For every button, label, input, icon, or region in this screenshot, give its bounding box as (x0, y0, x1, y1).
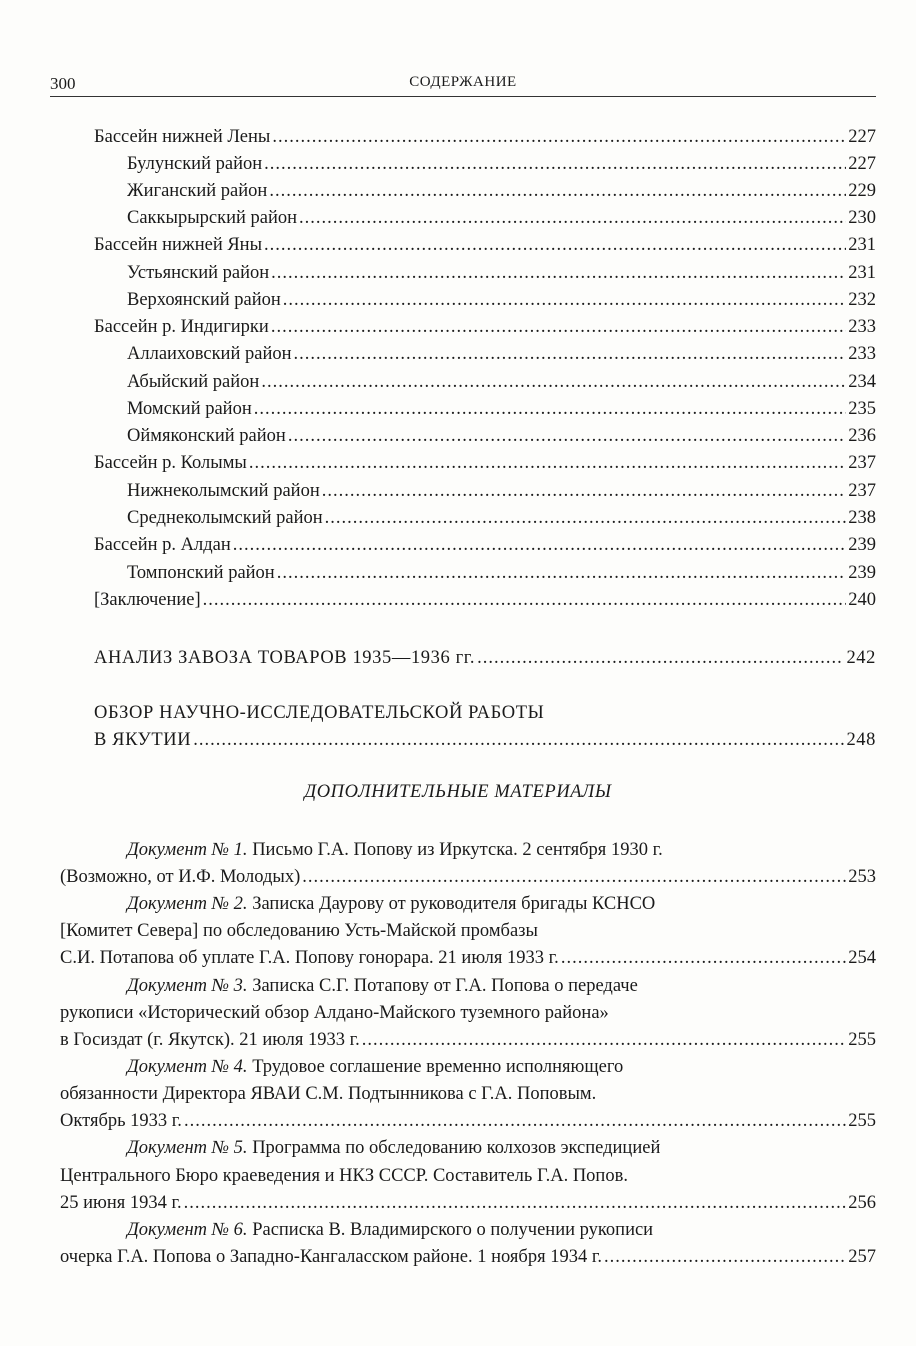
toc-entry-label: В ЯКУТИИ (94, 730, 192, 750)
toc-entry-page: 233 (848, 344, 876, 364)
document-entry-first-line (127, 839, 663, 861)
toc-entry-analysis (94, 647, 876, 669)
leader-dots (277, 562, 847, 584)
toc-entry-page: 232 (848, 290, 876, 310)
leader-dots (184, 1192, 847, 1214)
running-head-title: СОДЕРЖАНИЕ (409, 74, 517, 90)
toc-entry-label: Бассейн р. Колымы (94, 453, 247, 473)
document-text: Октябрь 1933 г. (60, 1111, 182, 1131)
document-label: Документ № 4. (127, 1057, 248, 1077)
toc-entry-page: 242 (846, 648, 876, 668)
toc-entry-label: Аллаиховский район (127, 344, 292, 364)
leader-dots (477, 647, 844, 669)
toc-entry (127, 562, 876, 584)
toc-entry (127, 343, 876, 365)
toc-entry (127, 398, 876, 420)
document-text: Центрального Бюро краеведения и НКЗ СССР. Составитель Г.А. Попов. (60, 1166, 628, 1186)
document-page: 255 (848, 1030, 876, 1050)
leader-dots (264, 234, 846, 256)
toc-entry (94, 316, 876, 338)
section-heading: ДОПОЛНИТЕЛЬНЫЕ МАТЕРИАЛЫ (304, 782, 612, 802)
toc-entry-page: 248 (846, 730, 876, 750)
document-entry-last-line (60, 1246, 876, 1268)
toc-entry-page: 231 (848, 235, 876, 255)
leader-dots (272, 126, 846, 148)
toc-entry-page: 235 (848, 399, 876, 419)
toc-entry-label: Бассейн р. Алдан (94, 535, 231, 555)
toc-entry (127, 262, 876, 284)
toc-entry-page: 231 (848, 263, 876, 283)
document-text: (Возможно, от И.Ф. Молодых) (60, 867, 301, 887)
toc-entry (94, 234, 876, 256)
toc-entry-label: Томпонский район (127, 563, 275, 583)
toc-entry-label: Оймяконский район (127, 426, 286, 446)
toc-entry-label: Бассейн нижней Лены (94, 127, 271, 147)
leader-dots (604, 1246, 846, 1268)
toc-entry-label: [Заключение] (94, 590, 201, 610)
document-page: 257 (848, 1247, 876, 1267)
leader-dots (322, 480, 847, 502)
document-text: Записка С.Г. Потапову от Г.А. Попова о передаче (252, 976, 638, 996)
leader-dots (249, 452, 846, 474)
leader-dots (271, 316, 846, 338)
leader-dots (294, 343, 847, 365)
toc-entry-page: 236 (848, 426, 876, 446)
leader-dots (288, 425, 846, 447)
document-entry-last-line (60, 1192, 876, 1214)
toc-entry-label: Верхоянский район (127, 290, 281, 310)
document-entry-first-line (127, 1219, 653, 1241)
toc-entry-label: Булунский район (127, 154, 263, 174)
document-text: 25 июня 1934 г. (60, 1193, 182, 1213)
document-text: Трудовое соглашение временно исполняющего (252, 1057, 624, 1077)
toc-entry-label: Нижнеколымский район (127, 481, 320, 501)
toc-entry (127, 180, 876, 202)
document-entry-first-line (127, 975, 638, 997)
toc-entry-page: 239 (848, 563, 876, 583)
document-page: 256 (848, 1193, 876, 1213)
document-text: Программа по обследованию колхозов экспедицией (252, 1138, 661, 1158)
leader-dots (254, 398, 847, 420)
toc-entry-label: АНАЛИЗ ЗАВОЗА ТОВАРОВ 1935—1936 гг. (94, 648, 476, 668)
toc-entry-page: 233 (848, 317, 876, 337)
document-text: С.И. Потапова об уплате Г.А. Попову гонорара. 21 июля 1933 г. (60, 948, 559, 968)
leader-dots (184, 1110, 846, 1132)
toc-entry (127, 207, 876, 229)
toc-entry (127, 153, 876, 175)
document-text: рукописи «Исторический обзор Алдано-Майского туземного района» (60, 1003, 609, 1023)
document-entry-last-line (60, 866, 876, 888)
toc-entry (127, 507, 876, 529)
toc-entry-page: 227 (848, 127, 876, 147)
toc-entry-label: Бассейн нижней Яны (94, 235, 263, 255)
document-entry-last-line (60, 1029, 876, 1051)
toc-entry (127, 371, 876, 393)
document-text: Расписка В. Владимирского о получении рукописи (252, 1220, 654, 1240)
toc-entry (94, 589, 876, 611)
document-entry-first-line (127, 893, 655, 915)
leader-dots (193, 729, 844, 751)
toc-entry-page: 227 (848, 154, 876, 174)
leader-dots (362, 1029, 847, 1051)
leader-dots (299, 207, 846, 229)
toc-entry-page: 230 (848, 208, 876, 228)
toc-entry (127, 289, 876, 311)
document-text: в Госиздат (г. Якутск). 21 июля 1933 г. (60, 1030, 360, 1050)
toc-entry-label: Момский район (127, 399, 252, 419)
document-label: Документ № 2. (127, 894, 248, 914)
document-entry-first-line (127, 1056, 623, 1078)
leader-dots (561, 947, 846, 969)
document-page: 255 (848, 1111, 876, 1131)
document-label: Документ № 1. (127, 840, 248, 860)
running-head (50, 74, 876, 97)
toc-entry-page: 239 (848, 535, 876, 555)
document-entry-first-line (127, 1137, 660, 1159)
toc-entry (94, 534, 876, 556)
document-text: очерка Г.А. Попова о Западно-Кангаласском районе. 1 ноября 1934 г. (60, 1247, 602, 1267)
leader-dots (264, 153, 846, 175)
leader-dots (203, 589, 847, 611)
toc-entry (127, 480, 876, 502)
page-number: 300 (50, 74, 76, 93)
leader-dots (269, 180, 846, 202)
leader-dots (325, 507, 847, 529)
toc-entry-page: 238 (848, 508, 876, 528)
leader-dots (283, 289, 846, 311)
toc-entry-label: Устьянский район (127, 263, 270, 283)
document-page: 254 (848, 948, 876, 968)
document-text: Записка Даурову от руководителя бригады КСНСО (252, 894, 656, 914)
document-page: 253 (848, 867, 876, 887)
document-text: обязанности Директора ЯВАИ С.М. Подтынникова с Г.А. Поповым. (60, 1084, 597, 1104)
document-text: Письмо Г.А. Попову из Иркутска. 2 сентября 1930 г. (252, 840, 663, 860)
toc-entry-page: 237 (848, 481, 876, 501)
leader-dots (233, 534, 847, 556)
toc-entry-label: Абыйский район (127, 372, 260, 392)
leader-dots (271, 262, 846, 284)
toc-entry-label: Саккырырский район (127, 208, 298, 228)
document-label: Документ № 5. (127, 1138, 248, 1158)
toc-entry (127, 425, 876, 447)
toc-entry-page: 240 (848, 590, 876, 610)
document-text: [Комитет Севера] по обследованию Усть-Майской промбазы (60, 921, 538, 941)
toc-entry-page: 237 (848, 453, 876, 473)
toc-entry-label: Жиганский район (127, 181, 268, 201)
toc-entry-page: 229 (848, 181, 876, 201)
document-label: Документ № 6. (127, 1220, 248, 1240)
toc-entry (94, 126, 876, 148)
review-title-line: ОБЗОР НАУЧНО-ИССЛЕДОВАТЕЛЬСКОЙ РАБОТЫ (94, 703, 545, 723)
leader-dots (302, 866, 846, 888)
document-label: Документ № 3. (127, 976, 248, 996)
document-entry-last-line (60, 1110, 876, 1132)
toc-entry-label: Среднеколымский район (127, 508, 323, 528)
document-entry-last-line (60, 947, 876, 969)
toc-entry-page: 234 (848, 372, 876, 392)
toc-entry-label: Бассейн р. Индигирки (94, 317, 269, 337)
toc-entry-review (94, 729, 876, 751)
leader-dots (261, 371, 846, 393)
toc-entry (94, 452, 876, 474)
